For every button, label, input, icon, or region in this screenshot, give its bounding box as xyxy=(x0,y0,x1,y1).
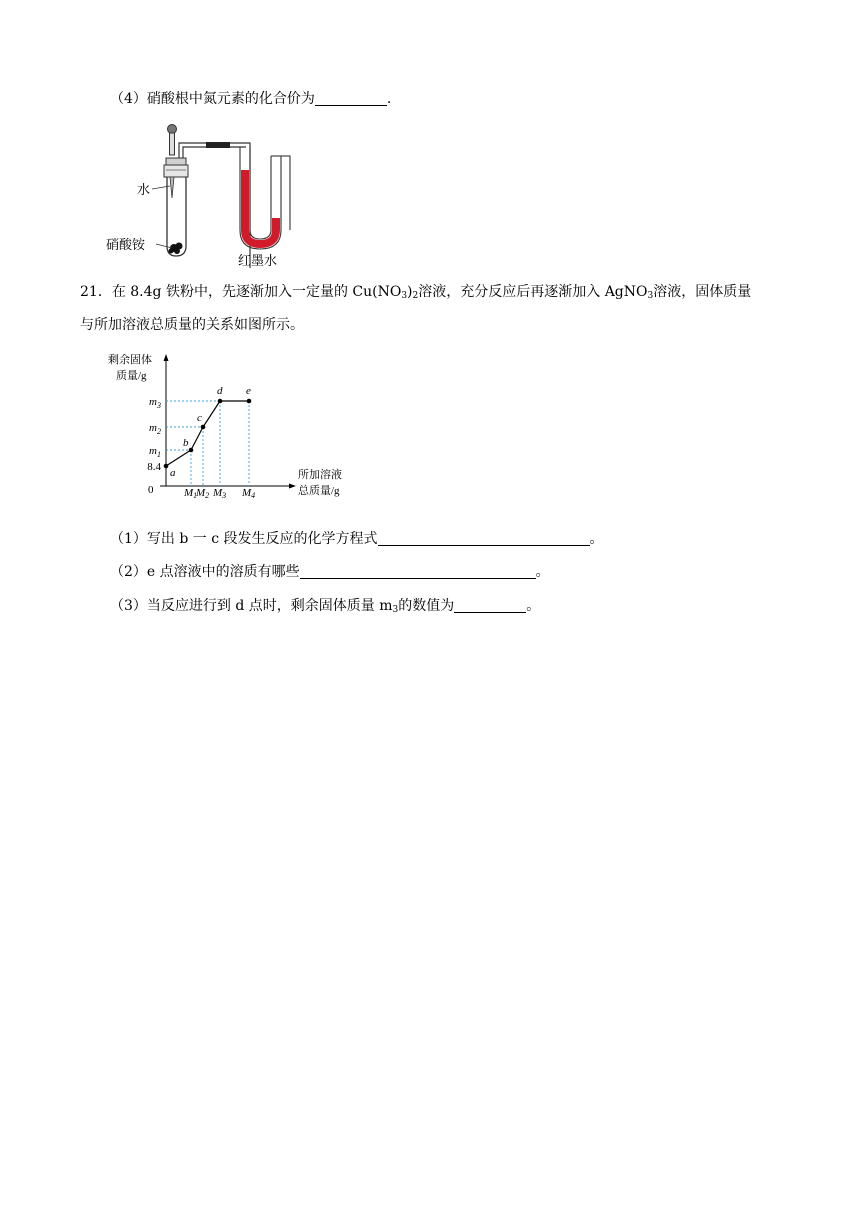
y-tick-8.4: 8.4 xyxy=(147,461,161,473)
subquestion-3-text-a: （3）当反应进行到 d 点时，剩余固体质量 m xyxy=(110,598,393,614)
subquestion-1-text: （1）写出 b 一 c 段发生反应的化学方程式 xyxy=(110,531,378,547)
point-label-e: e xyxy=(246,385,251,397)
stopper-base xyxy=(164,165,188,177)
subquestion-3 xyxy=(110,596,540,616)
q21-text-c: 溶液，充分反应后再逐渐加入 AgNO xyxy=(418,284,648,300)
q21-sub2: 2 xyxy=(412,291,419,301)
point-label-d: d xyxy=(217,385,223,397)
y-axis-arrow xyxy=(164,354,169,361)
question-21-line2: 与所加溶液总质量的关系如图所示。 xyxy=(80,317,304,333)
subquestion-2-end: 。 xyxy=(535,564,550,580)
dropper-bulb xyxy=(168,125,177,134)
ammonium-nitrate-solid xyxy=(169,243,183,255)
answer-blank-3[interactable] xyxy=(454,598,526,613)
subquestion-1-end: 。 xyxy=(589,531,604,547)
series-line xyxy=(166,401,249,466)
subquestion-1 xyxy=(110,529,604,549)
glass-tube xyxy=(179,143,250,268)
point-label-c: c xyxy=(197,412,202,424)
q21-sub1: 3 xyxy=(401,291,408,301)
x-axis-arrow xyxy=(289,484,296,489)
origin-label: 0 xyxy=(148,484,154,496)
data-points xyxy=(164,385,252,479)
question-21-line1 xyxy=(80,282,751,302)
point-a xyxy=(164,464,169,469)
x-label-line2: 总质量/g xyxy=(298,485,340,497)
y-tick-m3: $m_3$ xyxy=(149,396,161,410)
y-tick-m2: $m_2$ xyxy=(149,422,161,436)
q21-sub3: 3 xyxy=(647,291,654,301)
apparatus-figure xyxy=(100,118,310,270)
answer-blank-2[interactable] xyxy=(300,564,536,579)
dropper-tube xyxy=(170,133,175,155)
subquestion-2 xyxy=(110,562,550,582)
answer-blank-1[interactable] xyxy=(378,531,590,546)
x-tick-M3: M3 xyxy=(213,487,227,500)
label-ammonium-nitrate: 硝酸铵 xyxy=(106,237,146,252)
x-tick-M1: M1 xyxy=(184,487,198,500)
point-c xyxy=(201,425,206,430)
question-end: . xyxy=(386,91,392,107)
question-20-4 xyxy=(110,89,391,109)
rubber-connector xyxy=(206,142,230,148)
u-tube xyxy=(240,147,290,249)
point-b xyxy=(189,448,194,453)
y-tick-labels xyxy=(147,396,161,473)
subquestion-3-end: 。 xyxy=(526,598,541,614)
label-water: 水 xyxy=(137,182,151,197)
x-tick-M4: M4 xyxy=(242,487,256,500)
point-label-b: b xyxy=(183,437,189,449)
question-text: （4）硝酸根中氮元素的化合价为 xyxy=(110,91,315,107)
label-red-ink: 红墨水 xyxy=(238,253,278,268)
q21-text-b: ) xyxy=(407,284,413,300)
q21-text-d: 溶液，固体质量 xyxy=(653,284,752,300)
subquestion-3-sub: 3 xyxy=(392,605,399,615)
mass-chart xyxy=(100,350,370,500)
x-tick-labels xyxy=(183,487,255,500)
point-e xyxy=(247,399,252,404)
subquestion-2-text: （2）e 点溶液中的溶质有哪些 xyxy=(110,564,300,580)
mass-curve xyxy=(166,401,249,466)
point-d xyxy=(218,399,223,404)
subquestion-3-text-b: 的数值为 xyxy=(398,598,455,614)
x-label-line1: 所加溶液 xyxy=(298,469,342,481)
guide-lines xyxy=(166,401,249,486)
y-label-line2: 质量/g xyxy=(116,370,147,382)
point-label-a: a xyxy=(170,467,176,479)
q21-text-a: 21．在 8.4g 铁粉中，先逐渐加入一定量的 Cu(NO xyxy=(80,284,402,300)
answer-blank[interactable] xyxy=(315,91,387,106)
y-label-line1: 剩余固体 xyxy=(108,354,152,366)
x-tick-M2: M2 xyxy=(196,487,210,500)
y-tick-m1: $m_1$ xyxy=(149,445,161,459)
